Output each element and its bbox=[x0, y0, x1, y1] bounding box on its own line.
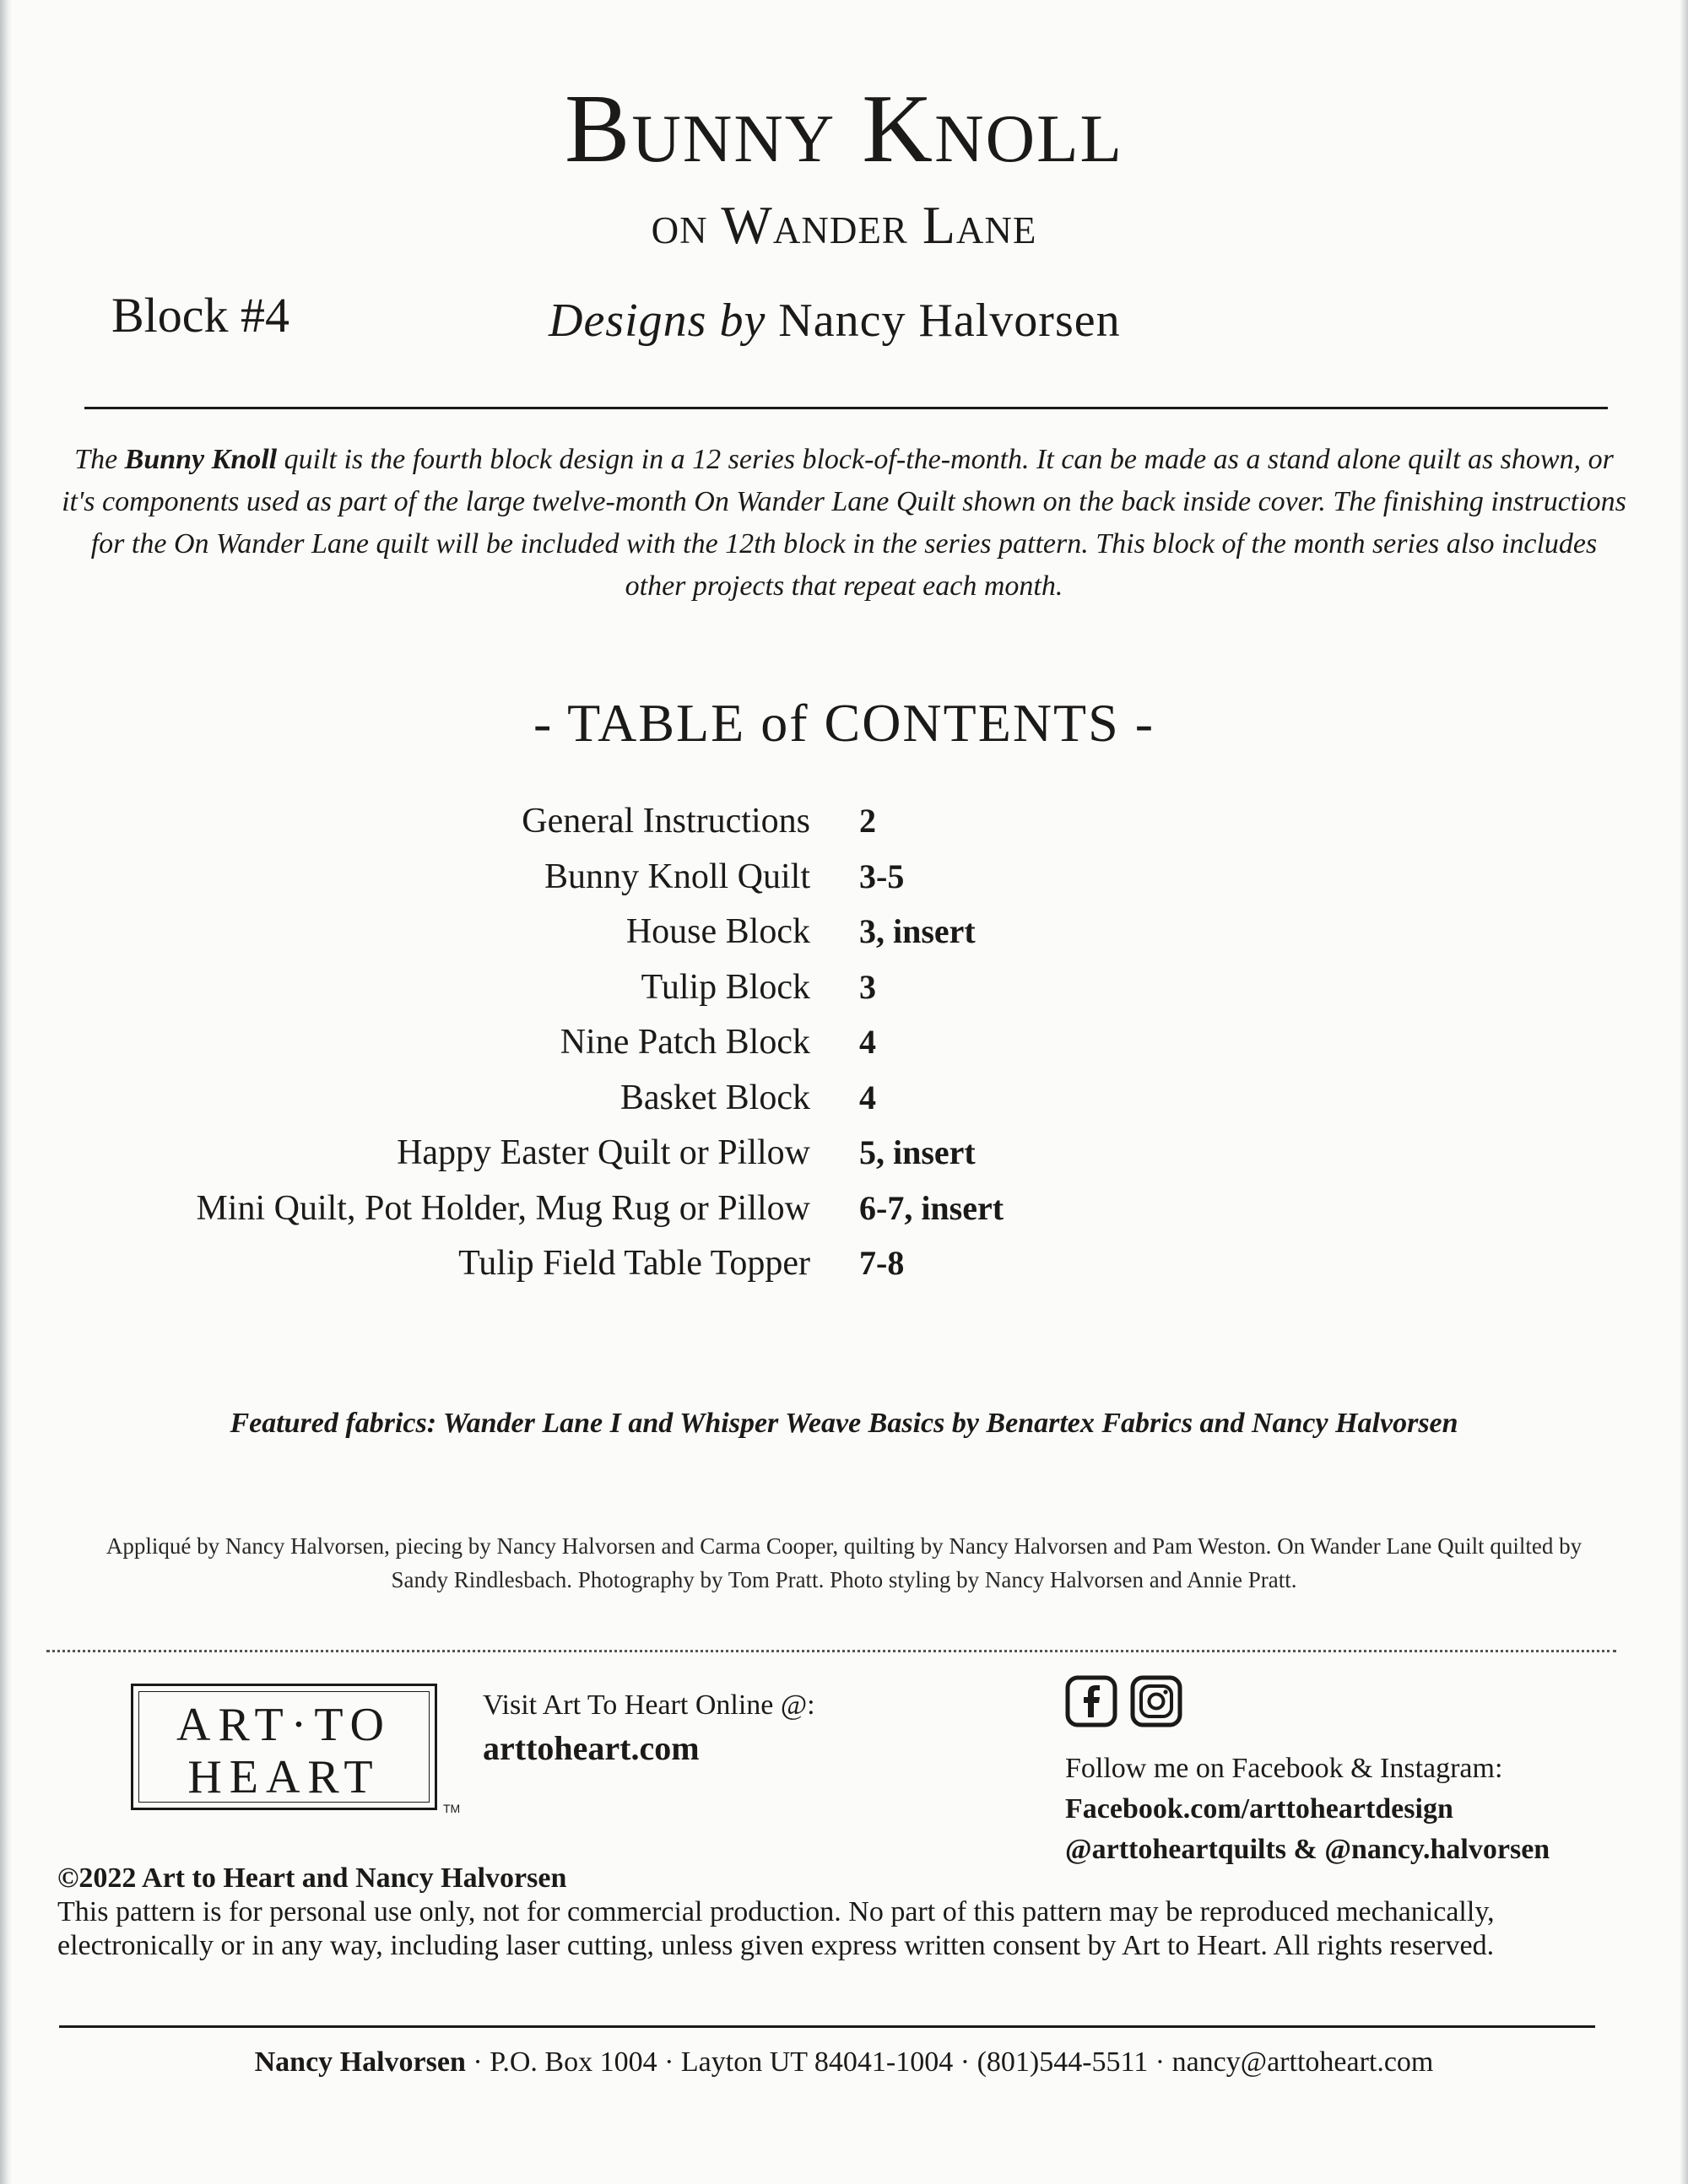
toc-list bbox=[0, 797, 1688, 1295]
toc-page: 2 bbox=[859, 802, 876, 840]
toc-row bbox=[0, 964, 1688, 1019]
logo-line-2: HEART bbox=[187, 1751, 381, 1803]
toc-title: - TABLE of CONTENTS - bbox=[533, 693, 1155, 753]
title-subtitle bbox=[0, 195, 1688, 255]
toc-label: Basket Block bbox=[619, 1078, 810, 1117]
toc-row bbox=[0, 1129, 1688, 1185]
toc-page: 3, insert bbox=[859, 912, 976, 950]
follow-label: Follow me on Facebook & Instagram: bbox=[1065, 1753, 1503, 1784]
toc-label: House Block bbox=[625, 912, 810, 951]
toc-page: 3 bbox=[859, 967, 876, 1006]
follow-block bbox=[1065, 1749, 1550, 1870]
instagram-icon[interactable] bbox=[1130, 1675, 1182, 1727]
title-sub-text: on Wander Lane bbox=[651, 195, 1037, 255]
art-to-heart-logo bbox=[131, 1684, 437, 1810]
toc-row bbox=[0, 1074, 1688, 1130]
toc-label: Happy Easter Quilt or Pillow bbox=[397, 1133, 810, 1172]
toc-row bbox=[0, 1240, 1688, 1295]
toc-label: Tulip Field Table Topper bbox=[458, 1244, 810, 1283]
toc-label: General Instructions bbox=[522, 802, 810, 841]
toc-page: 5, insert bbox=[859, 1133, 976, 1171]
facebook-link[interactable]: Facebook.com/arttoheartdesign bbox=[1065, 1793, 1453, 1825]
dotted-divider bbox=[46, 1650, 1616, 1652]
social-icons bbox=[1065, 1675, 1191, 1731]
copyright-block bbox=[57, 1862, 1627, 1963]
trademark-mark: TM bbox=[443, 1802, 461, 1815]
designer-credit bbox=[549, 295, 1121, 347]
toc-label: Mini Quilt, Pot Holder, Mug Rug or Pillow bbox=[196, 1188, 810, 1228]
contact-name: Nancy Halvorsen bbox=[254, 2046, 466, 2078]
contact-line bbox=[0, 2046, 1688, 2079]
website-link[interactable]: arttoheart.com bbox=[483, 1729, 700, 1767]
instagram-handles[interactable]: @arttoheartquilts & @nancy.halvorsen bbox=[1065, 1834, 1550, 1865]
toc-page: 4 bbox=[859, 1078, 876, 1116]
toc-label: Nine Patch Block bbox=[560, 1023, 810, 1062]
toc-row bbox=[0, 1019, 1688, 1074]
intro-text: quilt is the fourth block design in a 12 series block-of-the-month. It can be made as a stand alone quilt as shown, or it's components used as part of the large twelve-month On Wander Lane Quilt shown on the back inside cover. The finishing instructions for the On Wander Lane quilt will be included with the 12th block in the series pattern. This block of the month series also includes other projects that repeat each month. bbox=[62, 444, 1626, 602]
toc-label: Tulip Block bbox=[641, 967, 810, 1007]
toc-row bbox=[0, 908, 1688, 964]
toc-page: 4 bbox=[859, 1023, 876, 1061]
title-main: Bunny Knoll bbox=[564, 75, 1124, 183]
toc-page: 7-8 bbox=[859, 1244, 905, 1282]
intro-paragraph bbox=[59, 439, 1629, 608]
copyright-text: This pattern is for personal use only, not for commercial production. No part of this pattern may be reproduced mechanically, electronically or in any way, including laser cutting, unless given express written consent by Art to Heart. All rights reserved. bbox=[57, 1896, 1495, 1961]
copyright-heading: ©2022 Art to Heart and Nancy Halvorsen bbox=[57, 1862, 567, 1894]
contact-details: · P.O. Box 1004 · Layton UT 84041-1004 · (801)544-5511 · nancy@arttoheart.com bbox=[465, 2046, 1434, 2078]
intro-bold: Bunny Knoll bbox=[124, 444, 278, 475]
credits: Appliqué by Nancy Halvorsen, piecing by Nancy Halvorsen and Carma Cooper, quilting by Nancy Halvorsen and Pam Weston. On Wander Lane Quilt quilted by Sandy Rindlesbach. Photography by Tom Pratt. Photo styling by Nancy Halvorsen and Annie Pratt. bbox=[106, 1533, 1582, 1592]
toc-row bbox=[0, 797, 1688, 853]
designer-name: Nancy Halvorsen bbox=[778, 295, 1121, 347]
block-number: Block #4 bbox=[111, 288, 290, 343]
top-divider bbox=[84, 407, 1608, 409]
facebook-icon[interactable] bbox=[1065, 1675, 1117, 1727]
logo-line-1: ART·TO bbox=[176, 1699, 392, 1751]
toc-page: 6-7, insert bbox=[859, 1188, 1004, 1227]
toc-row bbox=[0, 853, 1688, 909]
bottom-divider bbox=[59, 2025, 1595, 2028]
featured-fabrics: Featured fabrics: Wander Lane I and Whisper Weave Basics by Benartex Fabrics and Nancy Halvorsen bbox=[230, 1408, 1458, 1439]
toc-label: Bunny Knoll Quilt bbox=[544, 857, 810, 896]
toc-page: 3-5 bbox=[859, 857, 905, 895]
intro-lead: The bbox=[74, 444, 125, 475]
designs-prefix: Designs by bbox=[549, 295, 766, 347]
visit-label: Visit Art To Heart Online @: bbox=[483, 1689, 815, 1721]
toc-row bbox=[0, 1185, 1688, 1241]
